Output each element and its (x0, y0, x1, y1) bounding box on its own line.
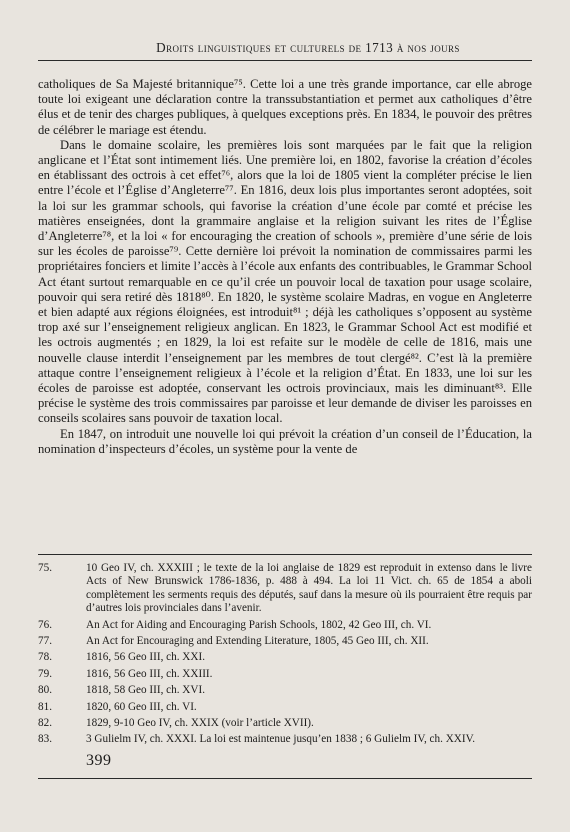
footnote-number: 79. (38, 667, 52, 680)
footnote-text: 3 Gulielm IV, ch. XXXI. La loi est maintenue jusqu’en 1838 ; 6 Gulielm IV, ch. XXIV. (86, 733, 476, 746)
running-header: Droits linguistiques et culturels de 1713 à nos jours (156, 40, 460, 55)
footnote-80 (38, 684, 532, 697)
header-rule (38, 60, 532, 61)
footnote-79 (38, 668, 532, 681)
footnote-83 (38, 733, 532, 746)
footnote-76 (38, 619, 532, 632)
footnote-text: 1829, 9-10 Geo IV, ch. XXIX (voir l’article XVII). (86, 717, 314, 730)
footnote-number: 77. (38, 635, 52, 648)
footer-rule (38, 778, 532, 779)
footnote-82 (38, 717, 532, 730)
footnote-text: An Act for Aiding and Encouraging Parish Schools, 1802, 42 Geo III, ch. VI. (86, 618, 432, 631)
footnote-77 (38, 635, 532, 648)
footnote-number: 75. (38, 562, 52, 574)
footnotes (38, 562, 532, 750)
footnote-text: 1816, 56 Geo III, ch. XXI. (86, 651, 205, 664)
paragraph-2: Dans le domaine scolaire, les premières lois sont marquées par le fait que la religion anglicane et l’État sont intimement liés. Une première loi, en 1802, favorise la création d’écoles en établissant des octrois à cet effet⁷⁶, alors que la loi de 1805 vient la compléter précise le lien entre l’école et l’Église d’Angleterre⁷⁷. En 1816, deux lois plus importantes seront adoptées, soit la loi sur les grammar schools, qui favorise la création d’une école par comté et précise les matières enseignées, dont la grammaire anglaise et la religion suivant les rites de l’Église d’Angleterre⁷⁸, et la loi « for encouraging the creation of schools », première d’une série de lois sur les écoles de paroisse⁷⁹. Cette dernière loi prévoit la nomination de commissaires parmi les propriétaires fonciers et limite l’accès à l’école aux enfants des contribuables, le Grammar School Act étant surtout remarquable en ce qu’il crée un pouvoir local de taxation pour usage scolaire, pouvoir qui sera retiré dès 1818⁸⁰. En 1820, le système scolaire Madras, en vogue en Angleterre et bien adapté aux régions éloignées, est introduit⁸¹ ; déjà les catholiques s’opposent au système trop axé sur l’enseignement religieux anglican. En 1823, le Grammar School Act est modifié et les octrois augmentés ; en 1829, la loi est refaite sur le modèle de celle de 1816, mais une nouvelle clause interdit l’enseignement par les membres de tout clergé⁸². C’est là la première attaque contre l’enseignement religieux à l’école et la religion d’État. En 1833, une loi sur les écoles de paroisse est adoptée, conservant les octrois provinciaux, mais les diminuant⁸³. Elle précise le système des trois commissaires par paroisse et leur demande de diviser les paroisses en conseils scolaires sans pouvoir de taxation local. (38, 137, 532, 426)
footnote-text: An Act for Encouraging and Extending Literature, 1805, 45 Geo III, ch. XII. (86, 635, 429, 648)
paragraph-1: catholiques de Sa Majesté britannique⁷⁵. Cette loi a une très grande importance, car elle abroge toute loi exigeant une déclaration contre la transsubstantiation et permet aux catholiques d’être élus et de tenir des charges publiques, à quelques exceptions près. En 1834, le pouvoir des prêtres de célébrer le mariage est étendu. (38, 77, 532, 137)
footnote-81 (38, 701, 532, 714)
page-number: 399 (86, 752, 112, 769)
main-text (38, 77, 532, 457)
footnote-number: 82. (38, 717, 52, 730)
paragraph-3: En 1847, on introduit une nouvelle loi qui prévoit la création d’un conseil de l’Éducation, la nomination d’inspecteurs d’écoles, un système pour la vente de (38, 426, 532, 456)
footnote-number: 81. (38, 700, 52, 713)
footnote-text: 1818, 58 Geo III, ch. XVI. (86, 684, 205, 697)
footnote-text: 1816, 56 Geo III, ch. XXIII. (86, 667, 213, 680)
footnote-number: 80. (38, 684, 52, 697)
footnote-78 (38, 651, 532, 664)
footnote-number: 76. (38, 618, 52, 631)
footnote-rule (38, 554, 532, 555)
footnote-text: 1820, 60 Geo III, ch. VI. (86, 700, 197, 713)
footnote-75 (38, 562, 532, 616)
footnote-number: 83. (38, 733, 52, 746)
footnote-text: 10 Geo IV, ch. XXXIII ; le texte de la loi anglaise de 1829 est reproduit in extenso dans le livre Acts of New Brunswick 1786-1836, p. 488 à 494. La loi 11 Vict. ch. 65 de 1854 a aboli complètement les serments requis des députés, sauf dans la mesure où ils pourraient être requis par d’autres lois provinciales dans l’avenir. (86, 562, 532, 615)
footnote-number: 78. (38, 651, 52, 664)
